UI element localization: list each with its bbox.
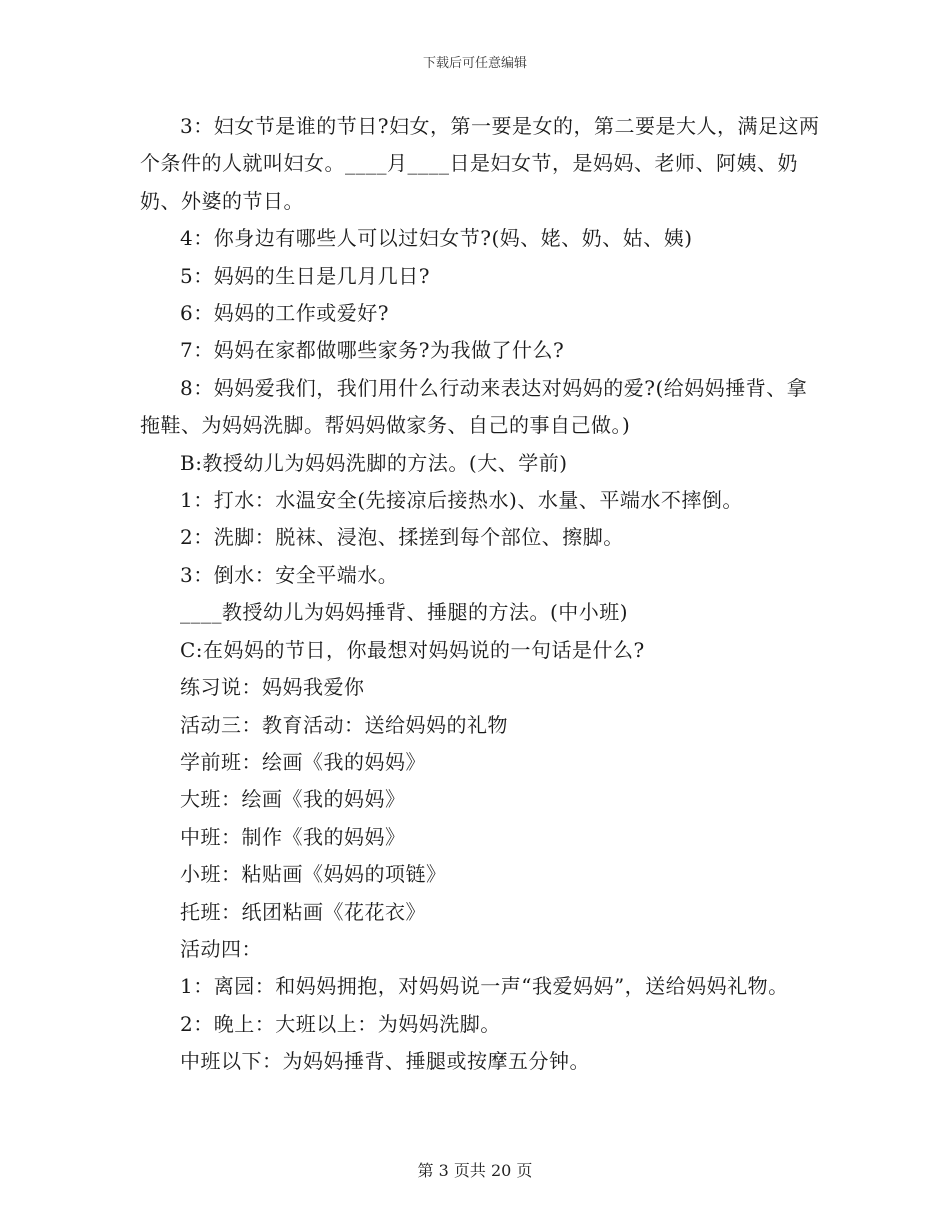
document-body	[140, 108, 825, 1081]
paragraph: 1：离园：和妈妈拥抱，对妈妈说一声“我爱妈妈”，送给妈妈礼物。	[180, 974, 789, 999]
paragraph: 2：洗脚：脱袜、浸泡、揉搓到每个部位、擦脚。	[180, 525, 624, 550]
paragraph: 6：妈妈的工作或爱好?	[180, 301, 389, 326]
paragraph: 5：妈妈的生日是几月几日?	[180, 263, 430, 288]
paragraph: 大班：绘画《我的妈妈》	[180, 787, 406, 812]
paragraph: 活动四：	[180, 936, 262, 961]
paragraph: 3：妇女节是谁的节日?妇女，第一要是女的，第二要是大人，满足这两个条件的人就叫妇女。____月____日是妇女节，是妈妈、老师、阿姨、奶奶、外婆的节日。	[140, 114, 820, 213]
paragraph: 中班以下：为妈妈捶背、捶腿或按摩五分钟。	[180, 1049, 590, 1074]
paragraph: 练习说：妈妈我爱你	[180, 675, 365, 700]
page-header: 下载后可任意编辑	[422, 56, 527, 71]
paragraph: 中班：制作《我的妈妈》	[180, 824, 406, 849]
paragraph: 8：妈妈爱我们，我们用什么行动来表达对妈妈的爱?(给妈妈捶背、拿拖鞋、为妈妈洗脚。帮妈妈做家务、自己的事自己做。)	[140, 375, 808, 438]
paragraph: 托班：纸团粘画《花花衣》	[180, 899, 426, 924]
paragraph: C:在妈妈的节日，你最想对妈妈说的一句话是什么?	[180, 637, 645, 662]
paragraph: 学前班：绘画《我的妈妈》	[180, 749, 426, 774]
paragraph: 活动三：教育活动：送给妈妈的礼物	[180, 712, 508, 737]
paragraph: ____教授幼儿为妈妈捶背、捶腿的方法。(中小班)	[180, 600, 629, 625]
paragraph: 1：打水：水温安全(先接凉后接热水)、水量、平端水不摔倒。	[180, 488, 743, 513]
paragraph: B:教授幼儿为妈妈洗脚的方法。(大、学前)	[180, 450, 568, 475]
page-number-footer: 第 3 页共 20 页	[417, 1161, 533, 1180]
paragraph: 4：你身边有哪些人可以过妇女节?(妈、姥、奶、姑、姨)	[180, 226, 693, 251]
paragraph: 7：妈妈在家都做哪些家务?为我做了什么?	[180, 338, 565, 363]
paragraph: 3：倒水：安全平端水。	[180, 562, 399, 587]
paragraph: 2：晚上：大班以上：为妈妈洗脚。	[180, 1011, 501, 1036]
paragraph: 小班：粘贴画《妈妈的项链》	[180, 862, 447, 887]
